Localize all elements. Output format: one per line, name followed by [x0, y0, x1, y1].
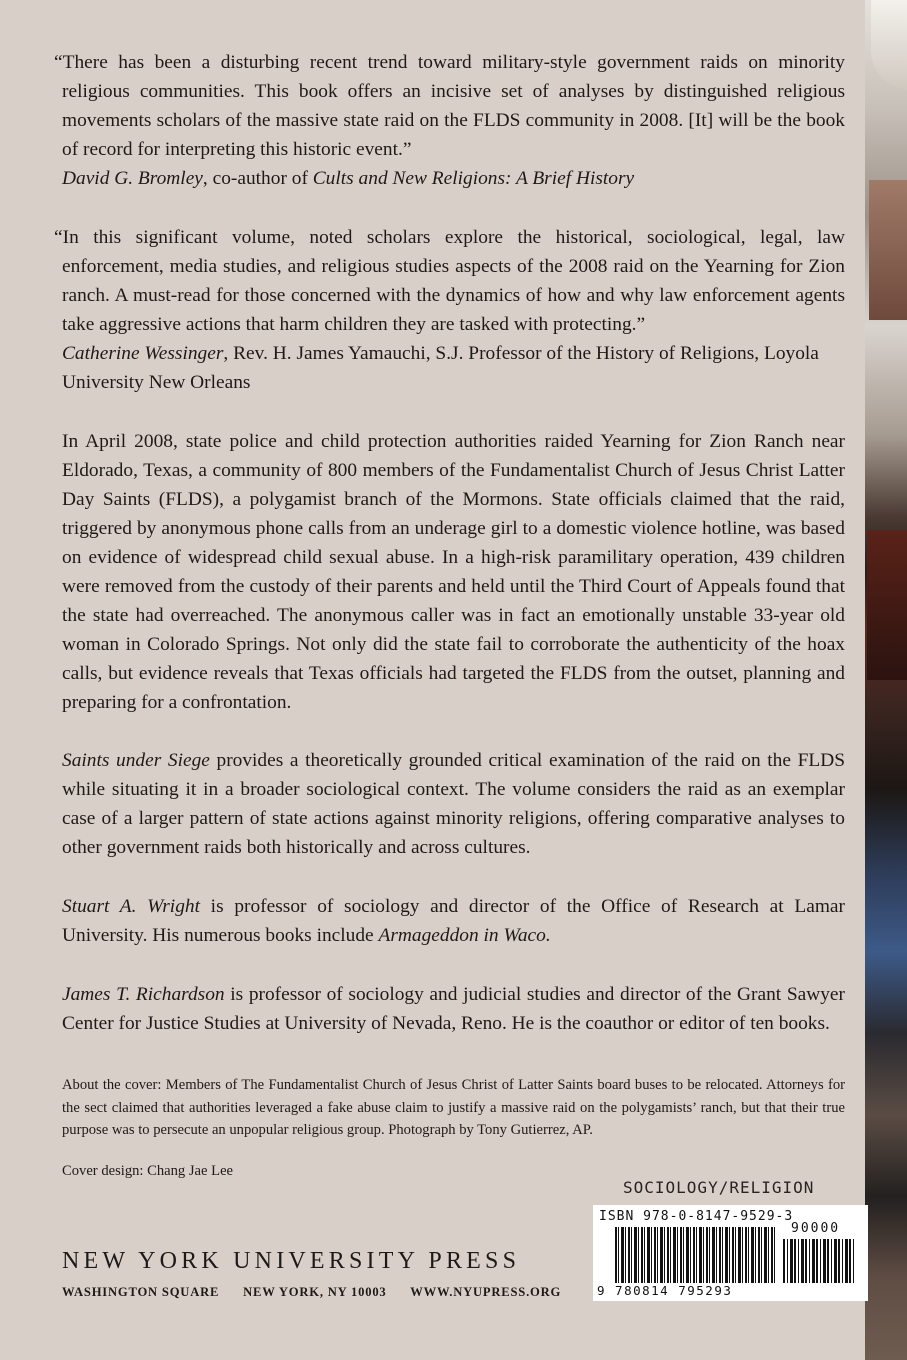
cover-photo-edge — [865, 0, 907, 1360]
endorsement-quote: “In this significant volume, noted scholars explore the historical, sociological, legal, law enforcement, media studies, and religious studies aspects of the 2008 raid on the Yearning for Zion ranch. A must-read for those concerned with the dynamics of how and why law enforcement agents take aggressive actions that harm children they are tasked with protecting.” — [54, 227, 845, 335]
photo-figure-shape — [869, 180, 907, 320]
isbn-barcode — [593, 1205, 868, 1301]
barcode-digits: 9 780814 795293 — [597, 1283, 733, 1298]
endorsement-quote: “There has been a disturbing recent trend toward military-style government raids on minority religious communities. This book offers an incisive set of analyses by distinguished religious movements scholars of the massive state raid on the FLDS community in 2008. [It] will be the book of record for interpreting this historic event.” — [54, 52, 845, 160]
address-line: WASHINGTON SQUARE — [62, 1285, 220, 1299]
description-paragraph-1: In April 2008, state police and child protection authorities raided Yearning for Zion Ranch near Eldorado, Texas, a community of 800 members of the Fundamentalist Church of Jesus Christ Latter Day Saints (FLDS), a polygamist branch of the Mormons. State officials claimed that the raid, triggered by anonymous phone calls from an underage girl to a domestic violence hotline, was based on evidence of widespread child sexual abuse. In a high-risk paramilitary operation, 439 children were removed from the custody of their parents and held until the Third Court of Appeals found that the state had overreached. The anonymous caller was in fact an emotionally unstable 33-year old woman in Colorado Springs. Not only did the state fail to corroborate the authenticity of the hoax calls, but evidence reveals that Texas officials had targeted the FLDS from the outset, planning and preparing for a confrontation. — [62, 431, 845, 713]
author-bio-text: is professor of sociology and judicial studies and director of the Grant Sawyer Center for Justice Studies at University of Nevada, Reno. He is the coauthor or editor of ten books. — [62, 984, 845, 1034]
photo-figure-shape-2 — [867, 530, 907, 680]
description-paragraph-2 — [62, 746, 845, 862]
publisher-address — [62, 1285, 581, 1300]
endorser-credit: , co-author of — [202, 168, 313, 189]
cover-design-credit: Cover design: Chang Jae Lee — [62, 1163, 234, 1179]
author-name: James T. Richardson — [62, 984, 225, 1005]
cowboy-hat-shape — [871, 0, 907, 90]
endorsement-attribution — [62, 164, 845, 193]
price-barcode-bars — [783, 1239, 855, 1283]
endorsement-attribution — [62, 339, 845, 397]
isbn-number: ISBN 978-0-8147-9529-3 — [599, 1209, 794, 1224]
endorser-credit: , Rev. H. James Yamauchi, S.J. Professor of the History of Religions, Loyola University New Orleans — [62, 343, 819, 393]
subject-category: SOCIOLOGY/RELIGION — [623, 1178, 815, 1197]
book-title: Saints under Siege — [62, 750, 210, 771]
description-text: provides a theoretically grounded critical examination of the raid on the FLDS while situating it in a broader sociological context. The volume considers the raid as an exemplar case of a larger pattern of state actions against minority religions, offering comparative analyses to other government raids both historically and across cultures. — [62, 750, 845, 858]
publisher-name: NEW YORK UNIVERSITY PRESS — [62, 1248, 521, 1274]
price-code: 90000 — [791, 1221, 841, 1236]
back-cover-text — [54, 48, 845, 1068]
publisher-website: WWW.NYUPRESS.ORG — [410, 1285, 562, 1299]
endorser-book-title: Cults and New Religions: A Brief History — [312, 168, 635, 189]
author-book-title: Armageddon in Waco. — [378, 925, 551, 946]
endorser-name: David G. Bromley — [62, 168, 203, 189]
author-bio-1 — [62, 892, 845, 950]
about-the-cover: About the cover: Members of The Fundamentalist Church of Jesus Christ of Latter Saints board buses to be relocated. Attorneys for the sect claimed that authorities leveraged a fake abuse claim to justify a massive raid on the polygamists’ ranch, but that their true purpose was to persecute an unpopular religious group. Photograph by Tony Gutierrez, AP. — [62, 1077, 845, 1138]
endorser-name: Catherine Wessinger — [62, 343, 224, 364]
endorsement-2 — [54, 223, 845, 397]
author-bio-text: is professor of sociology and director of the Office of Research at Lamar University. His numerous books include — [62, 896, 845, 946]
barcode-bars — [615, 1227, 775, 1283]
endorsement-1 — [54, 48, 845, 193]
address-city: NEW YORK, NY 10003 — [243, 1285, 387, 1299]
author-bio-2 — [62, 980, 845, 1038]
author-name: Stuart A. Wright — [62, 896, 200, 917]
